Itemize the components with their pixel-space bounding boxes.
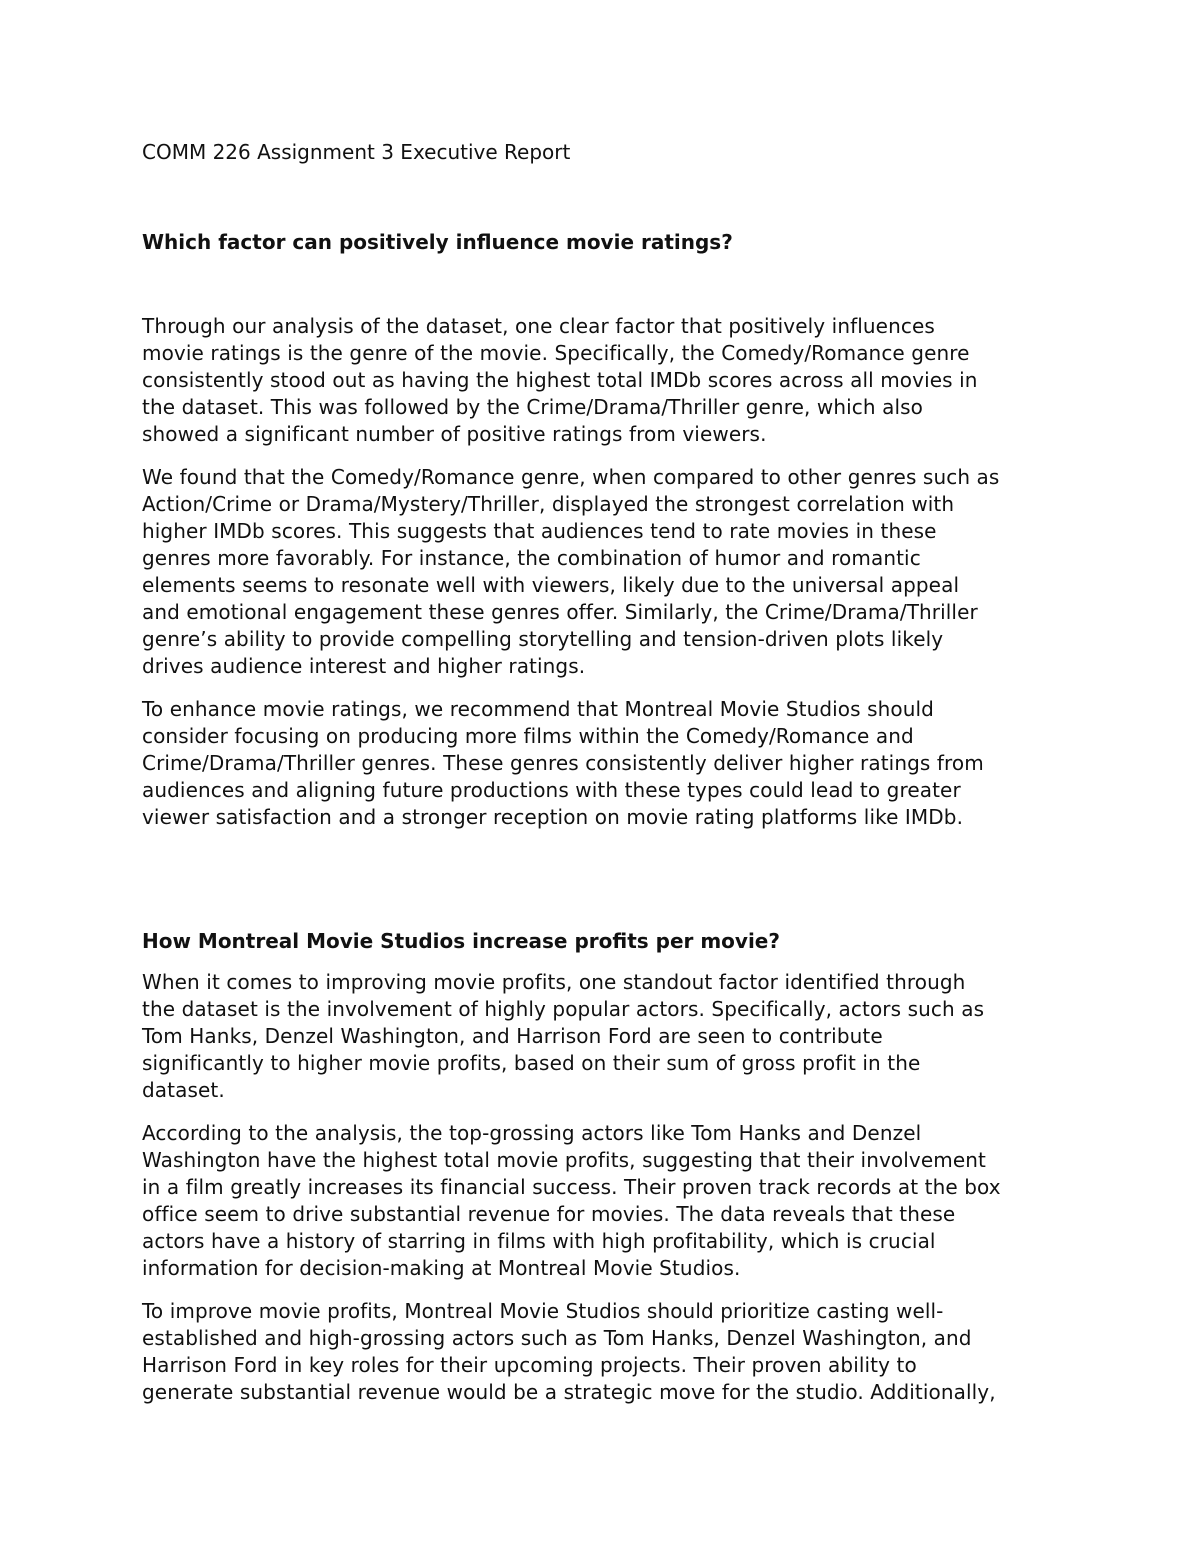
paragraph: To improve movie profits, Montreal Movie Studios should prioritize casting well- established and high-grossing actors such as Tom Hanks, Denzel Washington, and Harrison Ford in key roles for their upcoming projects. Their proven ability to generate substantial revenue would be a strategic move for the studio. Additionally, [142, 1299, 996, 1404]
section-heading-ratings: Which factor can positively influence movie ratings? [142, 230, 733, 254]
paragraph: We found that the Comedy/Romance genre, when compared to other genres such as Action/Crime or Drama/Mystery/Thriller, displayed the strongest correlation with higher IMDb scores. This suggests that audiences tend to rate movies in these genres more favorably. For instance, the combination of humor and romantic elements seems to resonate well with viewers, likely due to the universal appeal and emotional engagement these genres offer. Similarly, the Crime/Drama/Thriller genre’s ability to provide compelling storytelling and tension-driven plots likely drives audience interest and higher ratings. [142, 465, 1000, 678]
document-title: COMM 226 Assignment 3 Executive Report [142, 140, 571, 164]
section-profits [142, 927, 1072, 1406]
paragraph: Through our analysis of the dataset, one clear factor that positively influences movie ratings is the genre of the movie. Specifically, the Comedy/Romance genre consistently stood out as having the highest total IMDb scores across all movies in the dataset. This was followed by the Crime/Drama/Thriller genre, which also showed a significant number of positive ratings from viewers. [142, 314, 978, 446]
paragraph: According to the analysis, the top-grossing actors like Tom Hanks and Denzel Washington have the highest total movie profits, suggesting that their involvement in a film greatly increases its financial success. Their proven track records at the box office seem to drive substantial revenue for movies. The data reveals that these actors have a history of starring in films with high profitability, which is crucial information for decision-making at Montreal Movie Studios. [142, 1121, 1001, 1280]
paragraph: When it comes to improving movie profits, one standout factor identified through the dataset is the involvement of highly popular actors. Specifically, actors such as Tom Hanks, Denzel Washington, and Harrison Ford are seen to contribute significantly to higher movie profits, based on their sum of gross profit in the dataset. [142, 970, 985, 1102]
section-heading-profits: How Montreal Movie Studios increase profits per movie? [142, 929, 780, 953]
paragraph: To enhance movie ratings, we recommend that Montreal Movie Studios should consider focusing on producing more films within the Comedy/Romance and Crime/Drama/Thriller genres. These genres consistently deliver higher ratings from audiences and aligning future productions with these types could lead to greater viewer satisfaction and a stronger reception on movie rating platforms like IMDb. [142, 697, 984, 829]
document-page [142, 138, 1072, 1422]
section-movie-ratings [142, 228, 1072, 831]
